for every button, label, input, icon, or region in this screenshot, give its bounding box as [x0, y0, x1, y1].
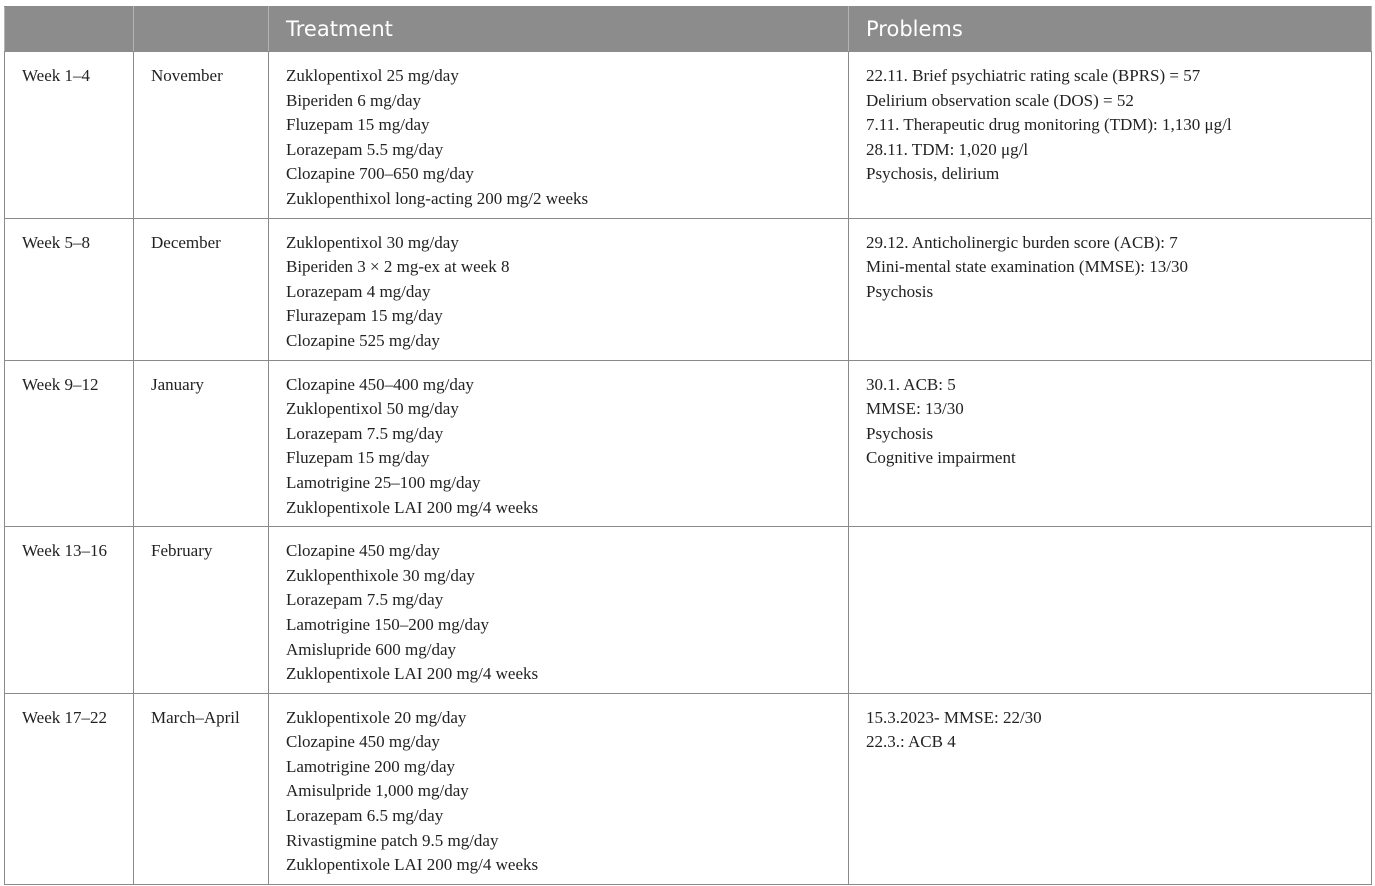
problems-cell	[849, 360, 1372, 527]
treatment-line: Lorazepam 6.5 mg/day	[286, 806, 444, 826]
treatment-line: Zuklopentixole LAI 200 mg/4 weeks	[286, 497, 539, 517]
treatment-line: Lamotrigine 200 mg/day	[286, 756, 456, 776]
treatment-line: Zuklopenthixole 30 mg/day	[286, 565, 475, 585]
problem-line: Psychosis	[866, 281, 934, 301]
treatment-line: Zuklopenthixol long-acting 200 mg/2 weeks	[286, 188, 589, 208]
treatment-cell	[269, 693, 849, 884]
table-row	[5, 52, 1372, 219]
treatment-line: Amislupride 600 mg/day	[286, 639, 456, 659]
week-cell	[5, 218, 134, 360]
treatment-line: Biperiden 6 mg/day	[286, 90, 422, 110]
treatment-line: Lorazepam 7.5 mg/day	[286, 423, 444, 443]
problem-line: 15.3.2023- MMSE: 22/30	[866, 707, 1042, 727]
problem-line: 30.1. ACB: 5	[866, 374, 956, 394]
month-cell	[134, 693, 269, 884]
problem-line: MMSE: 13/30	[866, 399, 964, 419]
week-cell	[5, 52, 134, 219]
week-cell	[5, 693, 134, 884]
month-label: February	[151, 541, 213, 561]
month-label: November	[151, 66, 223, 85]
table-row	[5, 360, 1372, 527]
treatment-line: Fluzepam 15 mg/day	[286, 115, 430, 135]
treatment-line: Zuklopentixol 50 mg/day	[286, 399, 459, 419]
month-cell	[134, 52, 269, 219]
problem-line: Mini-mental state examination (MMSE): 13/30	[866, 257, 1189, 277]
problem-line: Cognitive impairment	[866, 448, 1016, 468]
month-label: January	[151, 374, 204, 394]
treatment-line: Lorazepam 7.5 mg/day	[286, 590, 444, 610]
week-label: Week 5–8	[22, 232, 91, 252]
problems-cell	[849, 52, 1372, 219]
month-label: March–April	[151, 707, 240, 727]
treatment-line: Clozapine 450 mg/day	[286, 541, 440, 561]
treatment-cell	[269, 527, 849, 694]
header-problems: Problems	[849, 7, 1372, 52]
treatment-line: Rivastigmine patch 9.5 mg/day	[286, 830, 499, 850]
treatment-cell	[269, 218, 849, 360]
treatment-line: Flurazepam 15 mg/day	[286, 306, 443, 326]
treatment-line: Clozapine 450–400 mg/day	[286, 374, 474, 394]
treatment-line: Zuklopentixol 25 mg/day	[286, 66, 459, 85]
treatment-line: Lorazepam 4 mg/day	[286, 281, 431, 301]
month-cell	[134, 360, 269, 527]
treatment-cell	[269, 52, 849, 219]
table-row	[5, 218, 1372, 360]
treatment-line: Lamotrigine 25–100 mg/day	[286, 472, 481, 492]
treatment-line: Zuklopentixol 30 mg/day	[286, 232, 459, 252]
problem-line: Psychosis	[866, 423, 934, 443]
treatment-line: Zuklopentixole LAI 200 mg/4 weeks	[286, 855, 539, 875]
treatment-line: Lamotrigine 150–200 mg/day	[286, 614, 490, 634]
treatment-line: Lorazepam 5.5 mg/day	[286, 139, 444, 159]
treatment-line: Zuklopentixole 20 mg/day	[286, 707, 467, 727]
problem-line: 29.12. Anticholinergic burden score (ACB): 7	[866, 232, 1178, 252]
problem-line: 7.11. Therapeutic drug monitoring (TDM): 1,130 μg/l	[866, 115, 1232, 135]
table-body	[5, 52, 1372, 885]
problem-line: 28.11. TDM: 1,020 μg/l	[866, 139, 1029, 159]
week-cell	[5, 527, 134, 694]
header-month	[134, 7, 269, 52]
problem-line: Delirium observation scale (DOS) = 52	[866, 90, 1134, 110]
header-treatment: Treatment	[269, 7, 849, 52]
problem-line: 22.11. Brief psychiatric rating scale (BPRS) = 57	[866, 66, 1201, 85]
treatment-cell	[269, 360, 849, 527]
week-label: Week 13–16	[22, 541, 108, 561]
treatment-line: Clozapine 700–650 mg/day	[286, 164, 474, 184]
treatment-line: Clozapine 525 mg/day	[286, 330, 440, 350]
month-cell	[134, 218, 269, 360]
problem-line: Psychosis, delirium	[866, 164, 1000, 184]
problem-line: 22.3.: ACB 4	[866, 732, 956, 752]
week-label: Week 1–4	[22, 66, 91, 85]
header-row	[5, 7, 1372, 52]
week-label: Week 9–12	[22, 374, 99, 394]
treatment-line: Fluzepam 15 mg/day	[286, 448, 430, 468]
problems-cell	[849, 527, 1372, 694]
treatment-line: Amisulpride 1,000 mg/day	[286, 781, 469, 801]
table-row	[5, 527, 1372, 694]
treatment-table	[4, 6, 1372, 885]
header-week	[5, 7, 134, 52]
problems-cell	[849, 218, 1372, 360]
treatment-line: Zuklopentixole LAI 200 mg/4 weeks	[286, 664, 539, 684]
week-label: Week 17–22	[22, 707, 108, 727]
table-row	[5, 693, 1372, 884]
week-cell	[5, 360, 134, 527]
month-cell	[134, 527, 269, 694]
treatment-line: Biperiden 3 × 2 mg-ex at week 8	[286, 257, 510, 277]
problems-cell	[849, 693, 1372, 884]
month-label: December	[151, 232, 221, 252]
treatment-line: Clozapine 450 mg/day	[286, 732, 440, 752]
